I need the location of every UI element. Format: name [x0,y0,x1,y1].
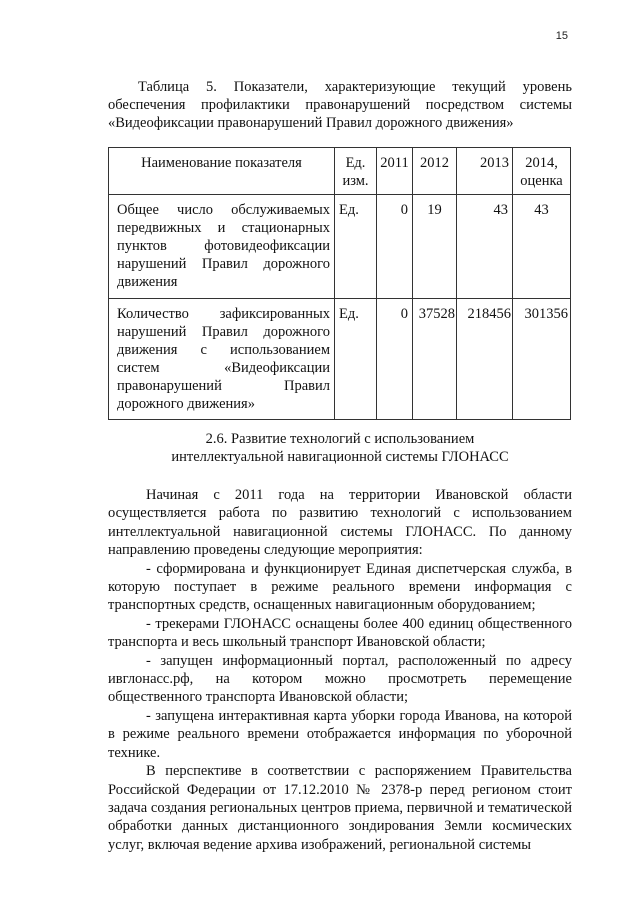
table-row [109,195,571,299]
section-heading-line-1: 2.6. Развитие технологий с использованием [205,431,475,447]
section-heading [108,430,572,466]
table-row [109,299,571,420]
row-value-2014: 43 [513,195,571,299]
table-caption: Таблица 5. Показатели, характеризующие текущий уровень обеспечения профилактики правонарушений посредством системы «Видеофиксации правонарушений Правил дорожного движения» [108,79,572,131]
header-2011: 2011 [377,148,413,195]
row-value-2013: 218456 [457,299,513,420]
indicators-table [108,147,571,420]
row-value-2013: 43 [457,195,513,299]
header-2012: 2012 [413,148,457,195]
page-number: 15 [555,30,568,42]
header-2013: 2013 [457,148,513,195]
table-header-row [109,148,571,195]
row-unit: Ед. [335,195,377,299]
list-item: - сформирована и функционирует Единая диспетчерская служба, в которую поступает в режиме реального времени информация с транспортных средств, оснащенных навигационным оборудованием; [108,560,572,614]
header-indicator-name: Наименование показателя [109,148,335,195]
section-heading-line-2: интеллектуальной навигационной системы ГЛОНАСС [171,449,509,465]
header-unit: Ед. изм. [335,148,377,195]
row-indicator-name: Общее число обслуживаемых передвижных и стационарных пунктов фотовидеофиксации нарушений Правил дорожного движения [109,195,335,299]
paragraph-intro: Начиная с 2011 года на территории Ивановской области осуществляется работа по развитию технологий с использованием интеллектуальной навигационной системы ГЛОНАСС. По данному направлению проведены следующие мероприятия: [108,487,572,559]
list-item: - запущен информационный портал, расположенный по адресу ивглонасс.рф, на котором можно просмотреть перемещение общественного транспорта Ивановской области; [108,652,572,706]
row-value-2011: 0 [377,195,413,299]
paragraph-perspective: В перспективе в соответствии с распоряжением Правительства Российской Федерации от 17.12.2010 № 2378-р перед регионом стоит задача создания региональных центров приема, первичной и тематической обработки данных дистанционного зондирования Земли космических услуг, включая ведение архива изображений, региональной системы [108,763,572,853]
header-2014-estimate: 2014, оценка [513,148,571,195]
row-indicator-name: Количество зафиксированных нарушений Правил дорожного движения с использованием систем «Видеофиксации правонарушений Правил дорожного движения» [109,299,335,420]
body-text [108,486,572,854]
row-unit: Ед. [335,299,377,420]
list-item: - трекерами ГЛОНАСС оснащены более 400 единиц общественного транспорта и весь школьный транспорт Ивановской области; [108,615,572,651]
row-value-2012: 19 [413,195,457,299]
row-value-2011: 0 [377,299,413,420]
row-value-2014: 301356 [513,299,571,420]
row-value-2012: 37528 [413,299,457,420]
list-item: - запущена интерактивная карта уборки города Иванова, на которой в режиме реального времени отображается информация по уборочной технике. [108,707,572,761]
